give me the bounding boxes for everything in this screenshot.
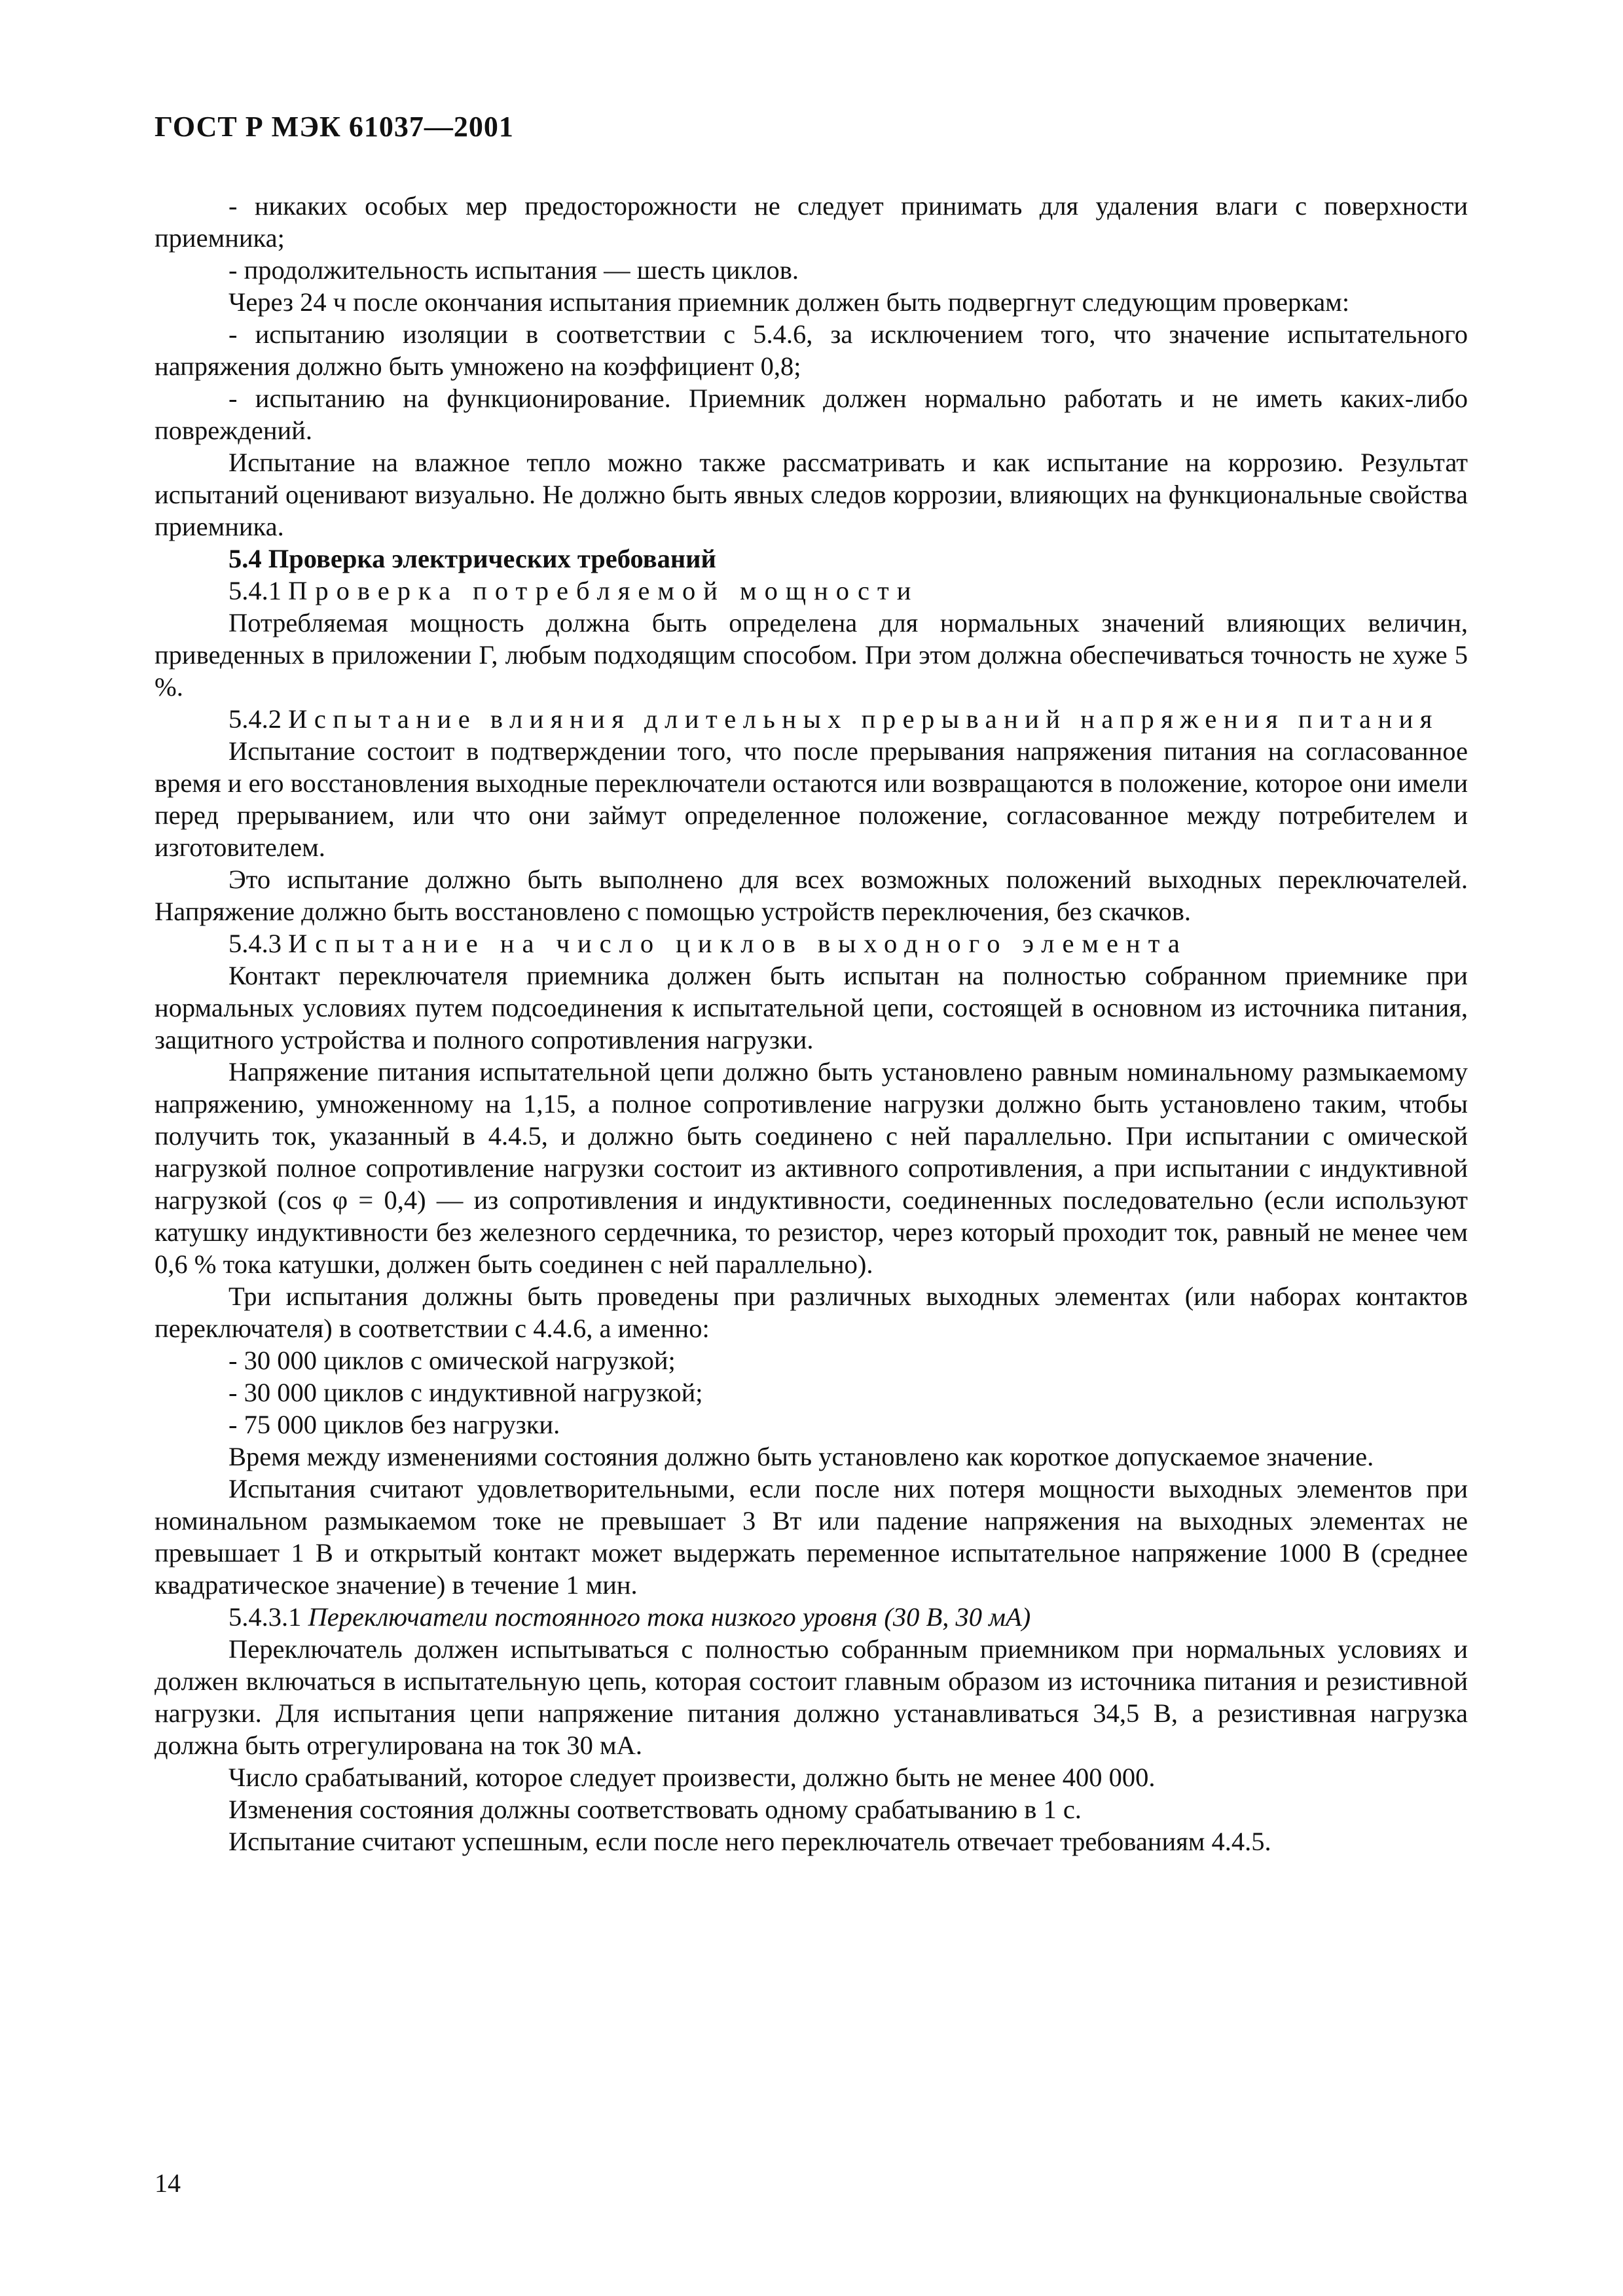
- document-body: [155, 190, 1468, 1857]
- paragraph: Потребляемая мощность должна быть определена для нормальных значений влияющих величин, приведенных в приложении Г, любым подходящим способом. При этом должна обеспечиваться точность не хуже 5 %.: [155, 608, 1468, 702]
- paragraph: Испытание состоит в подтверждении того, что после прерывания напряжения питания на согласованное время и его восстановления выходные переключатели остаются или возвращаются в положение, которое они имели перед прерыванием, или что они займут определенное положение, согласованное между потребителем и изготовителем.: [155, 736, 1468, 862]
- list-item: - 30 000 циклов с омической нагрузкой;: [228, 1346, 676, 1375]
- paragraph: Изменения состояния должны соответствовать одному срабатыванию в 1 с.: [228, 1795, 1082, 1824]
- paragraph: Через 24 ч после окончания испытания приемник должен быть подвергнут следующим проверкам:: [228, 287, 1350, 317]
- paragraph: Испытание считают успешным, если после него переключатель отвечает требованиям 4.4.5.: [228, 1827, 1271, 1856]
- list-item: - 30 000 циклов с индуктивной нагрузкой;: [228, 1378, 703, 1407]
- list-item: - 75 000 циклов без нагрузки.: [228, 1410, 560, 1439]
- subsection-title: Проверка потребляемой мощности: [288, 576, 919, 605]
- paragraph: Испытания считают удовлетворительными, если после них потеря мощности выходных элементов при номинальном размыкаемом токе не превышает 3 Вт или падение напряжения на выходных элементах не превышает 1 В и открытый контакт может выдержать переменное испытательное напряжение 1000 В (среднее квадратическое значение) в течение 1 мин.: [155, 1474, 1468, 1600]
- paragraph: Испытание на влажное тепло можно также рассматривать и как испытание на коррозию. Результат испытаний оценивают визуально. Не должно быть явных следов коррозии, влияющих на функциональные свойства приемника.: [155, 448, 1468, 541]
- subsection-number: 5.4.3.1: [228, 1602, 302, 1632]
- paragraph: - продолжительность испытания — шесть циклов.: [228, 255, 799, 285]
- subsection-heading-5-4-2: [155, 703, 1468, 735]
- section-heading-5-4: 5.4 Проверка электрических требований: [228, 544, 716, 573]
- paragraph: - испытанию изоляции в соответствии с 5.4.6, за исключением того, что значение испытательного напряжения должно быть умножено на коэффициент 0,8;: [155, 319, 1468, 381]
- subsection-heading-5-4-1: [155, 575, 1468, 607]
- paragraph: Это испытание должно быть выполнено для всех возможных положений выходных переключателей. Напряжение должно быть восстановлено с помощью устройств переключения, без скачков.: [155, 865, 1468, 926]
- paragraph: Время между изменениями состояния должно быть установлено как короткое допускаемое значение.: [228, 1442, 1374, 1471]
- paragraph: Переключатель должен испытываться с полностью собранным приемником при нормальных условиях и должен включаться в испытательную цепь, которая состоит главным образом из источника питания и резистивной нагрузки. Для испытания цепи напряжение питания должно устанавливаться 34,5 В, а резистивная нагрузка должна быть отрегулирована на ток 30 мА.: [155, 1634, 1468, 1760]
- paragraph: Напряжение питания испытательной цепи должно быть установлено равным номинальному размыкаемому напряжению, умноженному на 1,15, а полное сопротивление нагрузки должно быть установлено таким, чтобы получить ток, указанный в 4.4.5, и должно быть соединено с ней параллельно. При испытании с омической нагрузкой полное сопротивление нагрузки состоит из активного сопротивления, а при испытании с индуктивной нагрузкой (cos φ = 0,4) — из сопротивления и индуктивности, соединенных последовательно (если используют катушку индуктивности без железного сердечника, то резистор, через который проходит ток, равный не менее чем 0,6 % тока катушки, должен быть соединен с ней параллельно).: [155, 1057, 1468, 1279]
- subsection-heading-5-4-3-1: [155, 1601, 1468, 1633]
- subsection-title: Испытание на число циклов выходного элемента: [288, 929, 1188, 958]
- document-header: ГОСТ Р МЭК 61037—2001: [155, 111, 514, 143]
- subsection-number: 5.4.3: [228, 929, 282, 958]
- paragraph: - никаких особых мер предосторожности не следует принимать для удаления влаги с поверхности приемника;: [155, 191, 1468, 253]
- paragraph: Контакт переключателя приемника должен быть испытан на полностью собранном приемнике при нормальных условиях путем подсоединения к испытательной цепи, состоящей в основном из источника питания, защитного устройства и полного сопротивления нагрузки.: [155, 961, 1468, 1054]
- subsection-number: 5.4.2: [228, 704, 282, 734]
- subsection-title: Переключатели постоянного тока низкого уровня (30 В, 30 мА): [308, 1602, 1031, 1632]
- subsection-title: Испытание влияния длительных прерываний напряжения питания: [288, 704, 1439, 734]
- paragraph: Число срабатываний, которое следует произвести, должно быть не менее 400 000.: [228, 1763, 1156, 1792]
- paragraph: - испытанию на функционирование. Приемник должен нормально работать и не иметь каких-либо повреждений.: [155, 384, 1468, 445]
- paragraph: Три испытания должны быть проведены при различных выходных элементах (или наборах контактов переключателя) в соответствии с 4.4.6, а именно:: [155, 1282, 1468, 1343]
- page-number: 14: [155, 2168, 181, 2198]
- subsection-heading-5-4-3: [155, 927, 1468, 960]
- subsection-number: 5.4.1: [228, 576, 282, 605]
